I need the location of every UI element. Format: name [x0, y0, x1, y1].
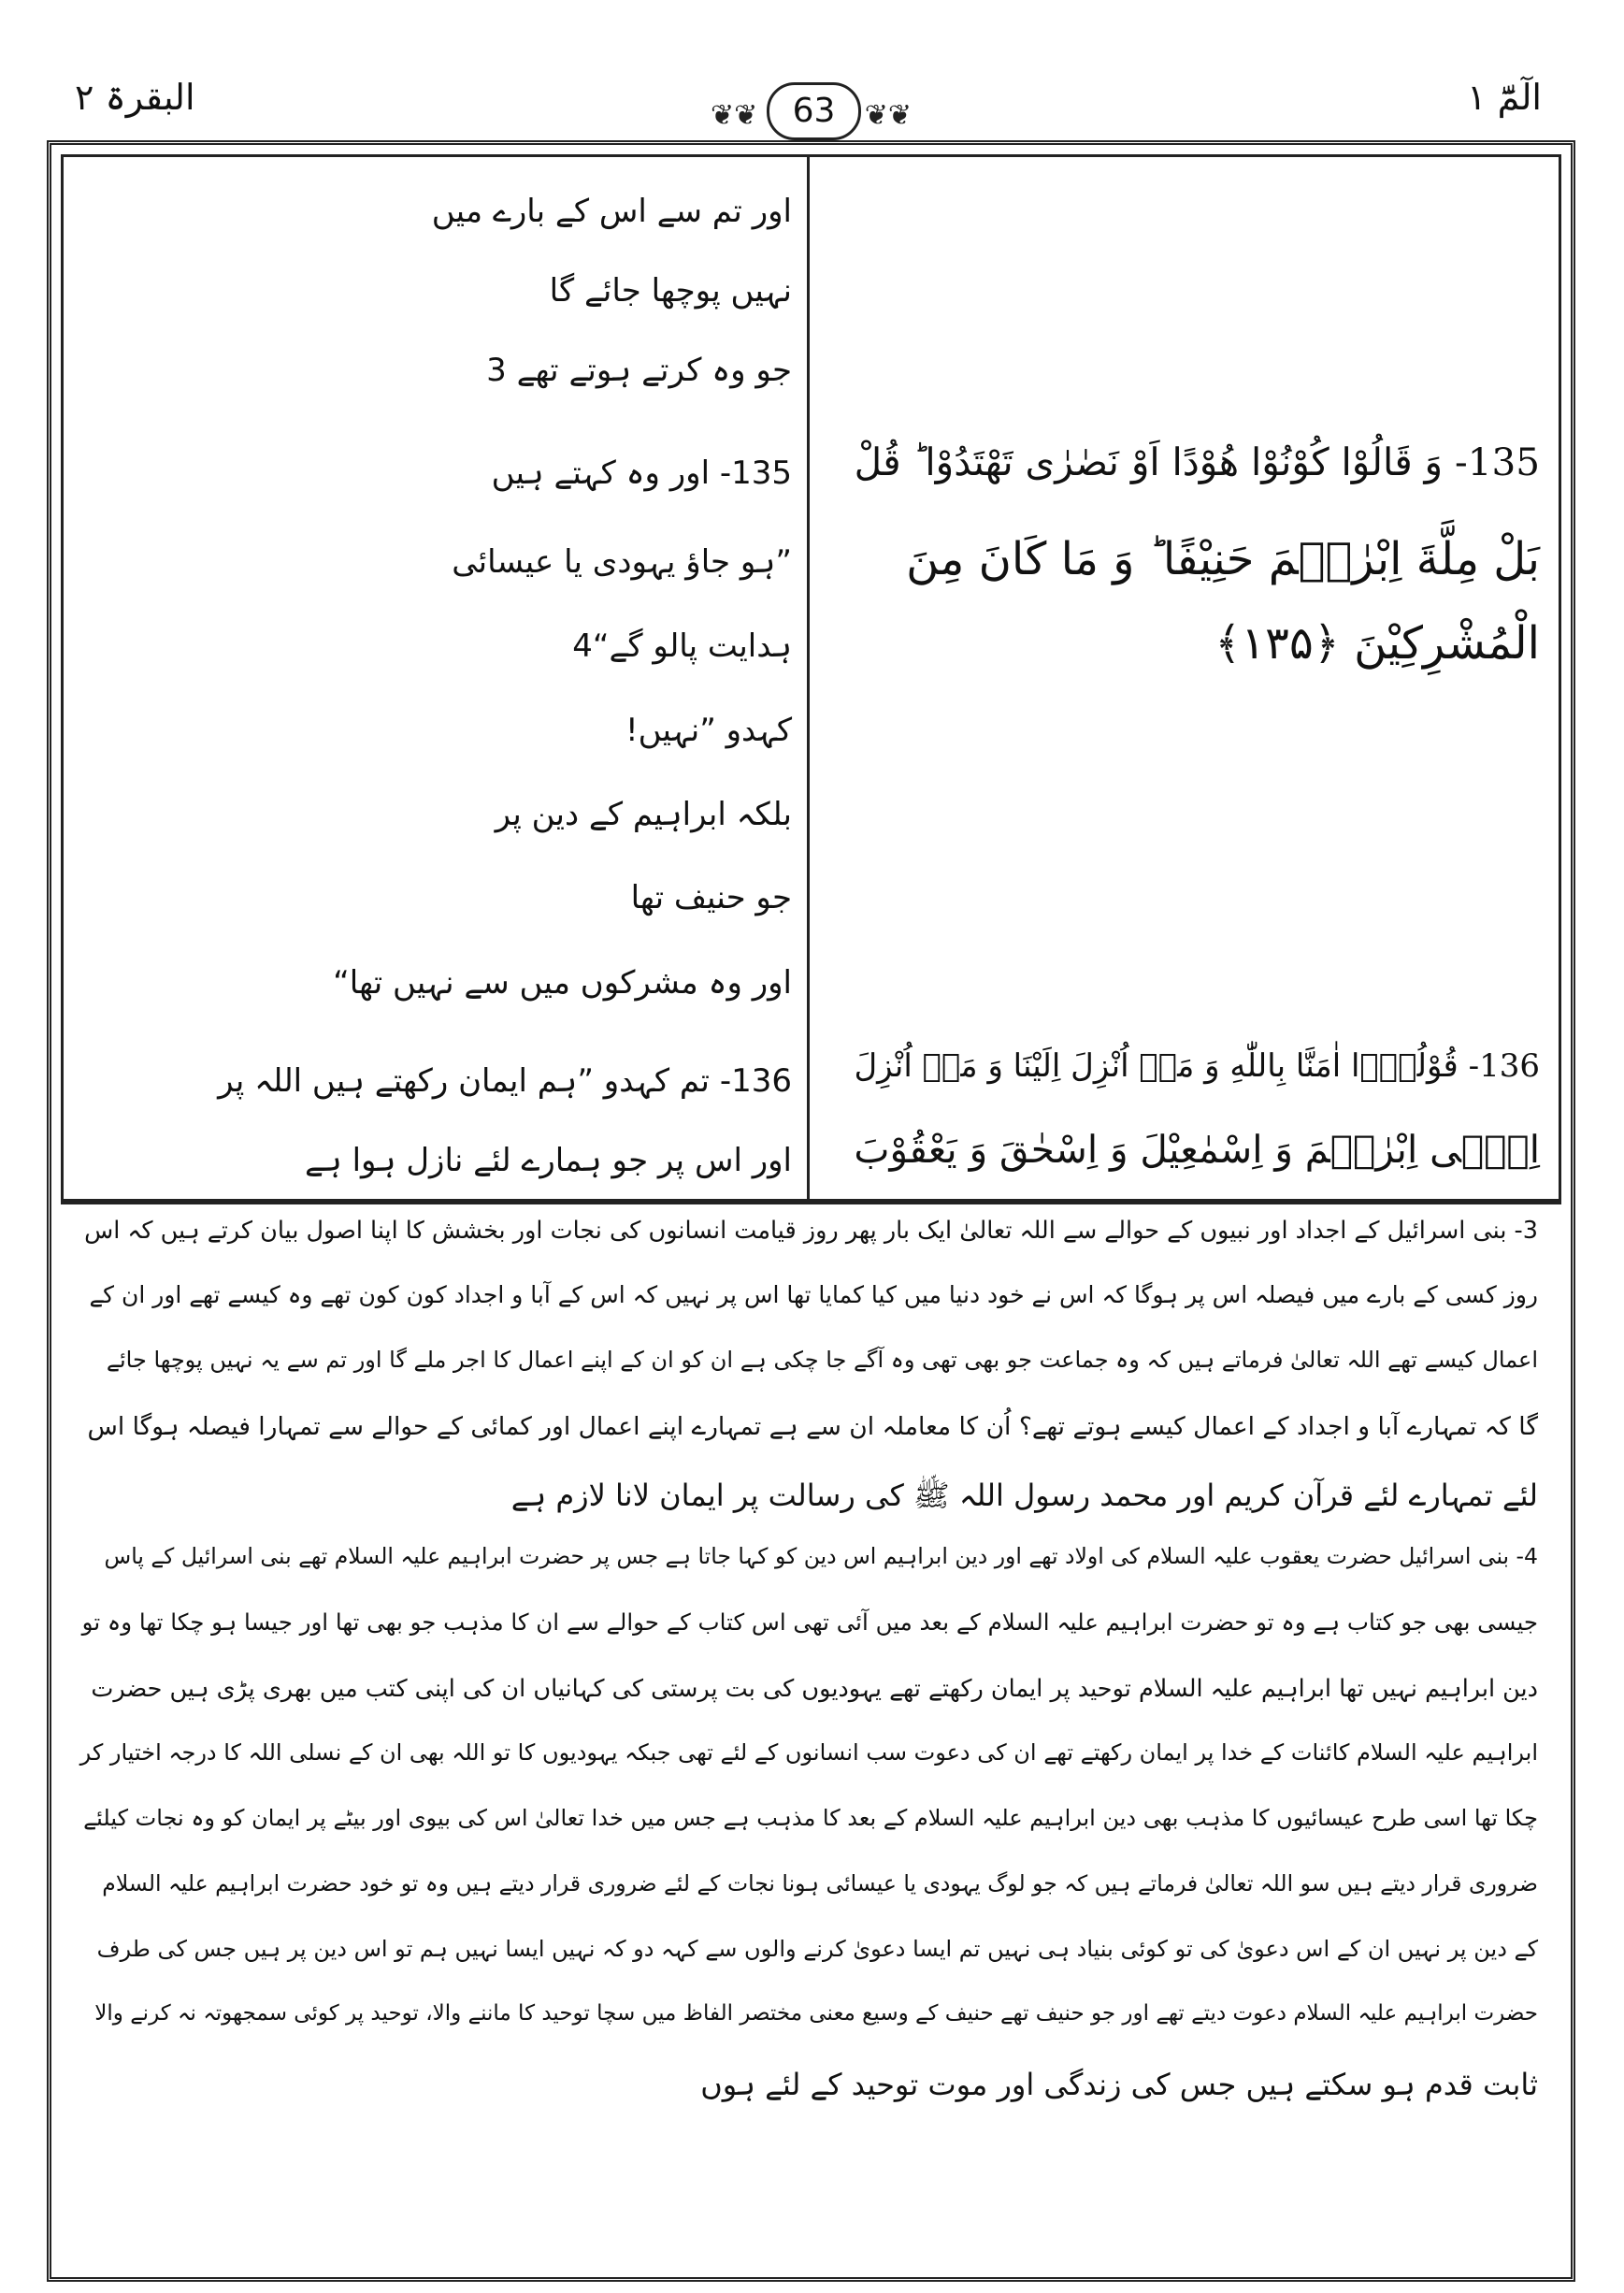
- translation-line: ”ہو جاؤ یہودی یا عیسائی: [452, 543, 792, 581]
- left-ornament-icon: ❦❦: [711, 99, 758, 132]
- arabic-verse-line: 135- وَ قَالُوْا كُوْنُوْا هُوْدًا اَوْ نَصٰرٰى تَهْتَدُوْا ؕ قُلْ: [854, 440, 1540, 484]
- footnote-line: چکا تھا اسی طرح عیسائیوں کا مذہب بھی دین ابراہیم علیہ السلام کے بعد کا مذہب ہے جس میں خدا تعالیٰ اس کی بیوی اور بیٹے پر ایمان کو وہ نجات کیلئے: [83, 1805, 1538, 1831]
- translation-line: جو حنیف تھا: [630, 879, 792, 916]
- surah-part-label: الٓمّٓ ۱: [1467, 77, 1542, 118]
- page-number: 63: [767, 82, 861, 140]
- verse-table: [61, 154, 1561, 1202]
- footnote-line: حضرت ابراہیم علیہ السلام دعوت دیتے تھے اور جو حنیف تھے حنیف کے وسیع معنی مختصر الفاظ میں سچا توحید کا ماننے والا، توحید پر کوئی سمجھوتہ نہ کرنے والا: [94, 2001, 1538, 2026]
- translation-line: کہدو ”نہیں!: [625, 712, 792, 749]
- footnote-line: گا کہ تمہارے آبا و اجداد کے اعمال کیسے ہوتے تھے؟ اُن کا معاملہ ان سے ہے تمہارے اپنے اعمال اور کمائی کے حوالے سے تمہارا فیصلہ ہوگا اس: [87, 1412, 1538, 1441]
- arabic-verse-line: الْمُشْرِكِيْنَ ﴿۱۳۵﴾: [1214, 617, 1540, 670]
- arabic-verse-line: بَلْ مِلَّةَ اِبْرٰهٖمَ حَنِيْفًا ؕ وَ مَا كَانَ مِنَ: [906, 533, 1540, 585]
- translation-line: 135- اور وہ کہتے ہیں: [491, 454, 792, 492]
- translation-line: اور وہ مشرکوں میں سے نہیں تھا“: [333, 964, 792, 1002]
- translation-line: 136- تم کہدو ”ہم ایمان رکھتے ہیں اللہ پر: [218, 1062, 792, 1100]
- footnote-line: 3- بنی اسرائیل کے اجداد اور نبیوں کے حوالے سے اللہ تعالیٰ ایک بار پھر روز قیامت انسانوں کی نجات اور بخشش کا اپنا اصول بیان کرتے ہیں کہ اس: [84, 1217, 1538, 1245]
- footnote-line: ثابت قدم ہو سکتے ہیں جس کی زندگی اور موت توحید کے لئے ہوں: [700, 2067, 1538, 2102]
- footnote-line: ضروری قرار دیتے ہیں سو اللہ تعالیٰ فرماتے ہیں کہ جو لوگ یہودی یا عیسائی ہونا نجات کے لئے ضروری قرار دیتے ہیں وہ تو خود حضرت ابراہیم علیہ السلام: [102, 1870, 1538, 1896]
- page-number-badge: [711, 82, 912, 138]
- footnote-line: روز کسی کے بارے میں فیصلہ اس پر ہوگا کہ اس نے خود دنیا میں کیا کمایا تھا اس پر نہیں کہ اس کے آبا و اجداد کون کون تھے وہ کیسے تھے اور ان کے: [89, 1281, 1538, 1308]
- footnote-line: اعمال کیسے تھے اللہ تعالیٰ فرماتے ہیں کہ وہ جماعت جو بھی تھی وہ آگے جا چکی ہے ان کو ان کے اپنے اعمال کا اجر ملے گا اور تم سے یہ نہیں پوچھا جائے: [106, 1347, 1538, 1373]
- footnote-line: 4- بنی اسرائیل حضرت یعقوب علیہ السلام کی اولاد تھے اور دین ابراہیم اس دین کو کہا جاتا ہے جس پر حضرت ابراہیم علیہ السلام تھے بنی اسرائیل کے پاس: [104, 1543, 1538, 1569]
- translation-line: اور اس پر جو ہمارے لئے نازل ہوا ہے: [304, 1142, 792, 1179]
- footnote-line: کے دین پر نہیں ان کے اس دعویٰ کی تو کوئی بنیاد ہی نہیں تم ایسا دعویٰ کرنے والوں سے کہہ دو کہ نہیں ایسا نہیں ہم تو اس دین پر ہیں جس کی طرف: [96, 1936, 1538, 1962]
- column-divider: [807, 154, 810, 1202]
- translation-line: نہیں پوچھا جائے گا: [549, 272, 792, 310]
- arabic-verse-line: 136- قُوْلُوْۤا اٰمَنَّا بِاللّٰهِ وَ مَاۤ اُنْزِلَ اِلَيْنَا وَ مَاۤ اُنْزِلَ: [854, 1047, 1540, 1085]
- footnote-line: لئے تمہارے لئے قرآن کریم اور محمد رسول اللہ ﷺ کی رسالت پر ایمان لانا لازم ہے: [510, 1478, 1538, 1513]
- right-ornament-icon: ❦❦: [864, 99, 912, 132]
- footnote-line: دین ابراہیم نہیں تھا ابراہیم علیہ السلام توحید پر ایمان رکھتے تھے یہودیوں کی بت پرستی کی کہانیاں ان کی اپنی کتب میں بھری پڑی ہیں حضرت: [91, 1675, 1538, 1703]
- footnote-separator: [61, 1202, 1561, 1204]
- translation-line: اور تم سے اس کے بارے میں: [431, 193, 792, 230]
- translation-line: جو وہ کرتے ہوتے تھے 3: [486, 352, 792, 389]
- footnote-line: جیسی بھی جو کتاب ہے وہ تو حضرت ابراہیم علیہ السلام کے بعد میں آئی تھی اس کتاب کے حوالے سے ان کا مذہب جو بھی تھا اور جیسا ہو چکا تھا وہ تو: [81, 1608, 1538, 1636]
- surah-name-label: البقرۃ ۲: [75, 77, 195, 118]
- footnote-line: ابراہیم علیہ السلام کائنات کے خدا پر ایمان رکھتے تھے ان کی دعوت سب انسانوں کے لئے تھی جبکہ یہودیوں کا تو اللہ بھی ان کے نسلی اللہ کا درجہ اختیار کر: [79, 1739, 1538, 1766]
- translation-line: بلکہ ابراہیم کے دین پر: [495, 796, 792, 833]
- arabic-verse-line: اِلٰۤى اِبْرٰهٖمَ وَ اِسْمٰعِيْلَ وَ اِسْحٰقَ وَ يَعْقُوْبَ: [854, 1127, 1540, 1172]
- translation-line: ہدایت پالو گے“4: [572, 627, 792, 665]
